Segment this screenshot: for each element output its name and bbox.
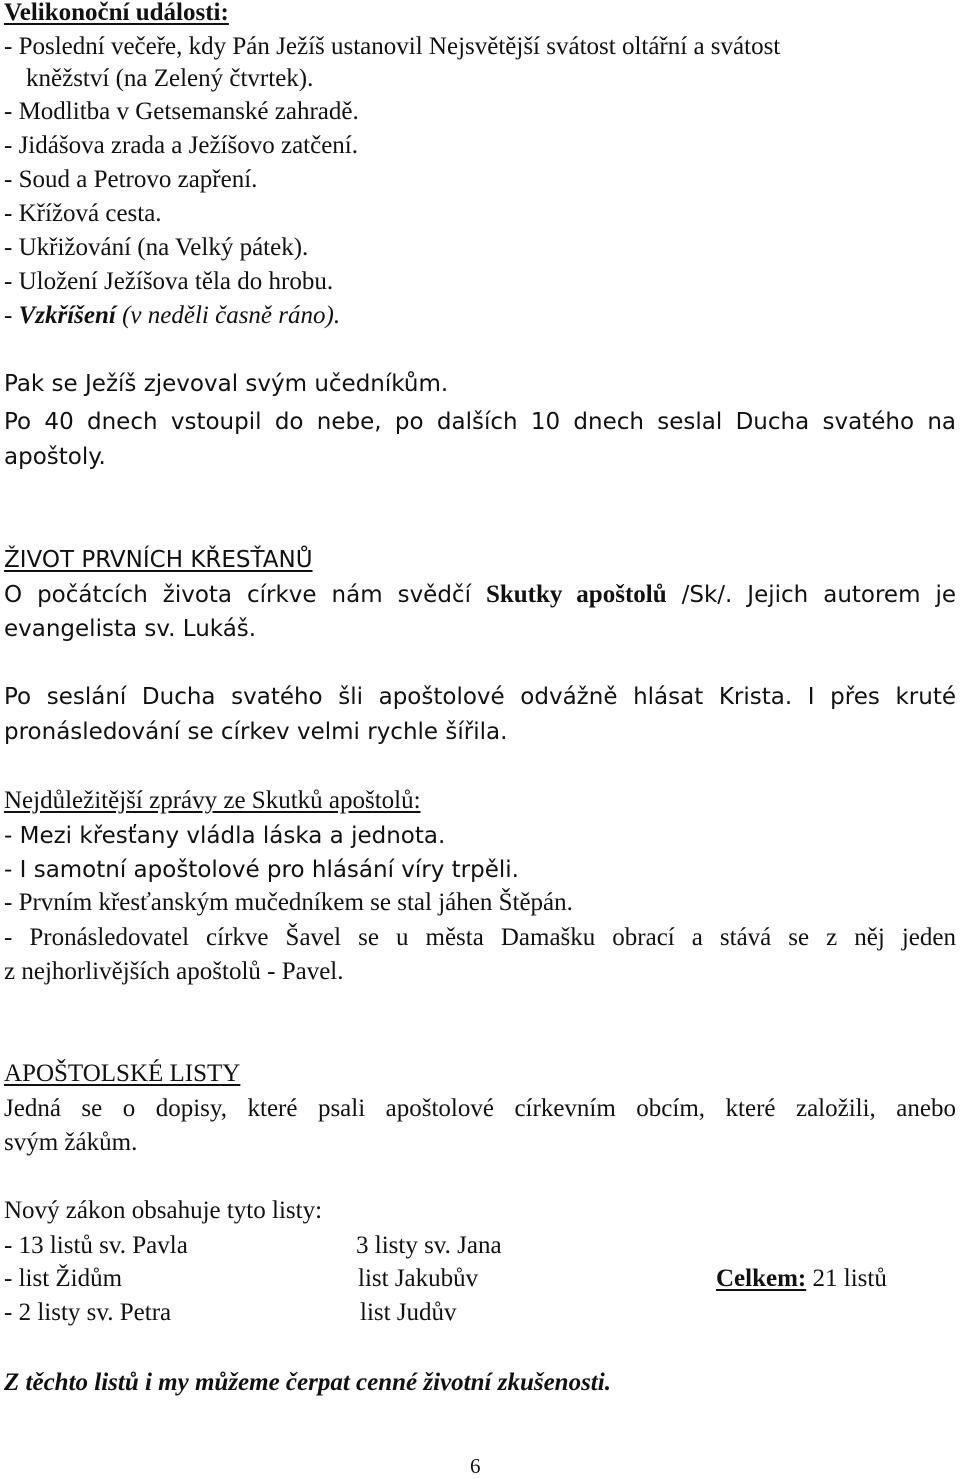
letters-total (716, 1262, 887, 1296)
section-heading-easter: Velikonoční události: (4, 0, 229, 26)
total-label: Celkem: (716, 1265, 807, 1292)
letters-col1-item: - 2 listy sv. Petra (4, 1299, 172, 1326)
paragraph-line: apoštoly. (4, 444, 106, 470)
paragraph-line: Po 40 dnech vstoupil do nebe, po dalších 10 dnech seslal Ducha svatého na (4, 409, 956, 435)
list-item: - Modlitba v Getsemanské zahradě. (4, 98, 359, 125)
paragraph-line (4, 578, 956, 612)
closing-sentence: Z těchto listů i my můžeme čerpat cenné životní zkušenosti. (4, 1369, 611, 1396)
letters-col1-item: - 13 listů sv. Pavla (4, 1232, 188, 1259)
section-heading-first-christians: ŽIVOT PRVNÍCH KŘESŤANŮ (4, 547, 313, 573)
letters-col1-item: - list Židům (4, 1265, 123, 1292)
paragraph-line: svým žákům. (4, 1129, 138, 1156)
list-item-continuation: z nejhorlivějších apoštolů - Pavel. (4, 958, 344, 985)
letters-col2-item: list Judův (360, 1299, 457, 1326)
paragraph-line: pronásledování se církev velmi rychle šířila. (4, 719, 508, 745)
list-item: - Soud a Petrovo zapření. (4, 166, 258, 193)
list-item: - Prvním křesťanským mučedníkem se stal jáhen Štěpán. (4, 889, 573, 916)
emphasis-resurrection: Vzkříšení (18, 302, 116, 329)
section-heading-letters: APOŠTOLSKÉ LISTY (4, 1060, 241, 1087)
list-item: - Jidášova zrada a Ježíšovo zatčení. (4, 132, 359, 159)
list-item: - Křížová cesta. (4, 200, 162, 227)
list-item: - Mezi křesťany vládla láska a jednota. (4, 823, 446, 849)
list-item: - Pronásledovatel církve Šavel se u města Damašku obrací a stává se z něj jeden (4, 924, 956, 951)
list-item: - I samotní apoštolové pro hlásání víry trpěli. (4, 857, 519, 883)
list-item (4, 299, 340, 333)
paragraph: Pak se Ježíš zjevoval svým učedníkům. (4, 371, 449, 397)
list-item: - Poslední večeře, kdy Pán Ježíš ustanovil Nejsvětější svátost oltářní a svátost (4, 33, 781, 60)
section-heading-news: Nejdůležitější zprávy ze Skutků apoštolů: (4, 787, 421, 814)
letters-col2-item: list Jakubův (358, 1265, 479, 1292)
book-title: Skutky apoštolů (485, 581, 667, 608)
text-run: O počátcích života církve nám svědčí (4, 582, 486, 608)
text-run: /Sk/. Jejich autorem je (666, 582, 957, 608)
paragraph-line: Po seslání Ducha svatého šli apoštolové odvážně hlásat Krista. I přes kruté (4, 684, 956, 710)
paragraph-line: evangelista sv. Lukáš. (4, 616, 257, 642)
paragraph-line: Nový zákon obsahuje tyto listy: (4, 1197, 323, 1224)
paragraph-line: Jedná se o dopisy, které psali apoštolové církevním obcím, které založili, anebo (4, 1095, 956, 1122)
list-dash: - (4, 302, 19, 329)
list-item-rest: (v neděli časně ráno). (115, 302, 341, 329)
list-item: - Uložení Ježíšova těla do hrobu. (4, 268, 334, 295)
total-value: 21 listů (806, 1265, 887, 1292)
letters-col2-item: 3 listy sv. Jana (356, 1232, 502, 1259)
page-number: 6 (470, 1454, 481, 1478)
list-item: - Ukřižování (na Velký pátek). (4, 234, 309, 261)
list-item-continuation: kněžství (na Zelený čtvrtek). (26, 65, 314, 92)
